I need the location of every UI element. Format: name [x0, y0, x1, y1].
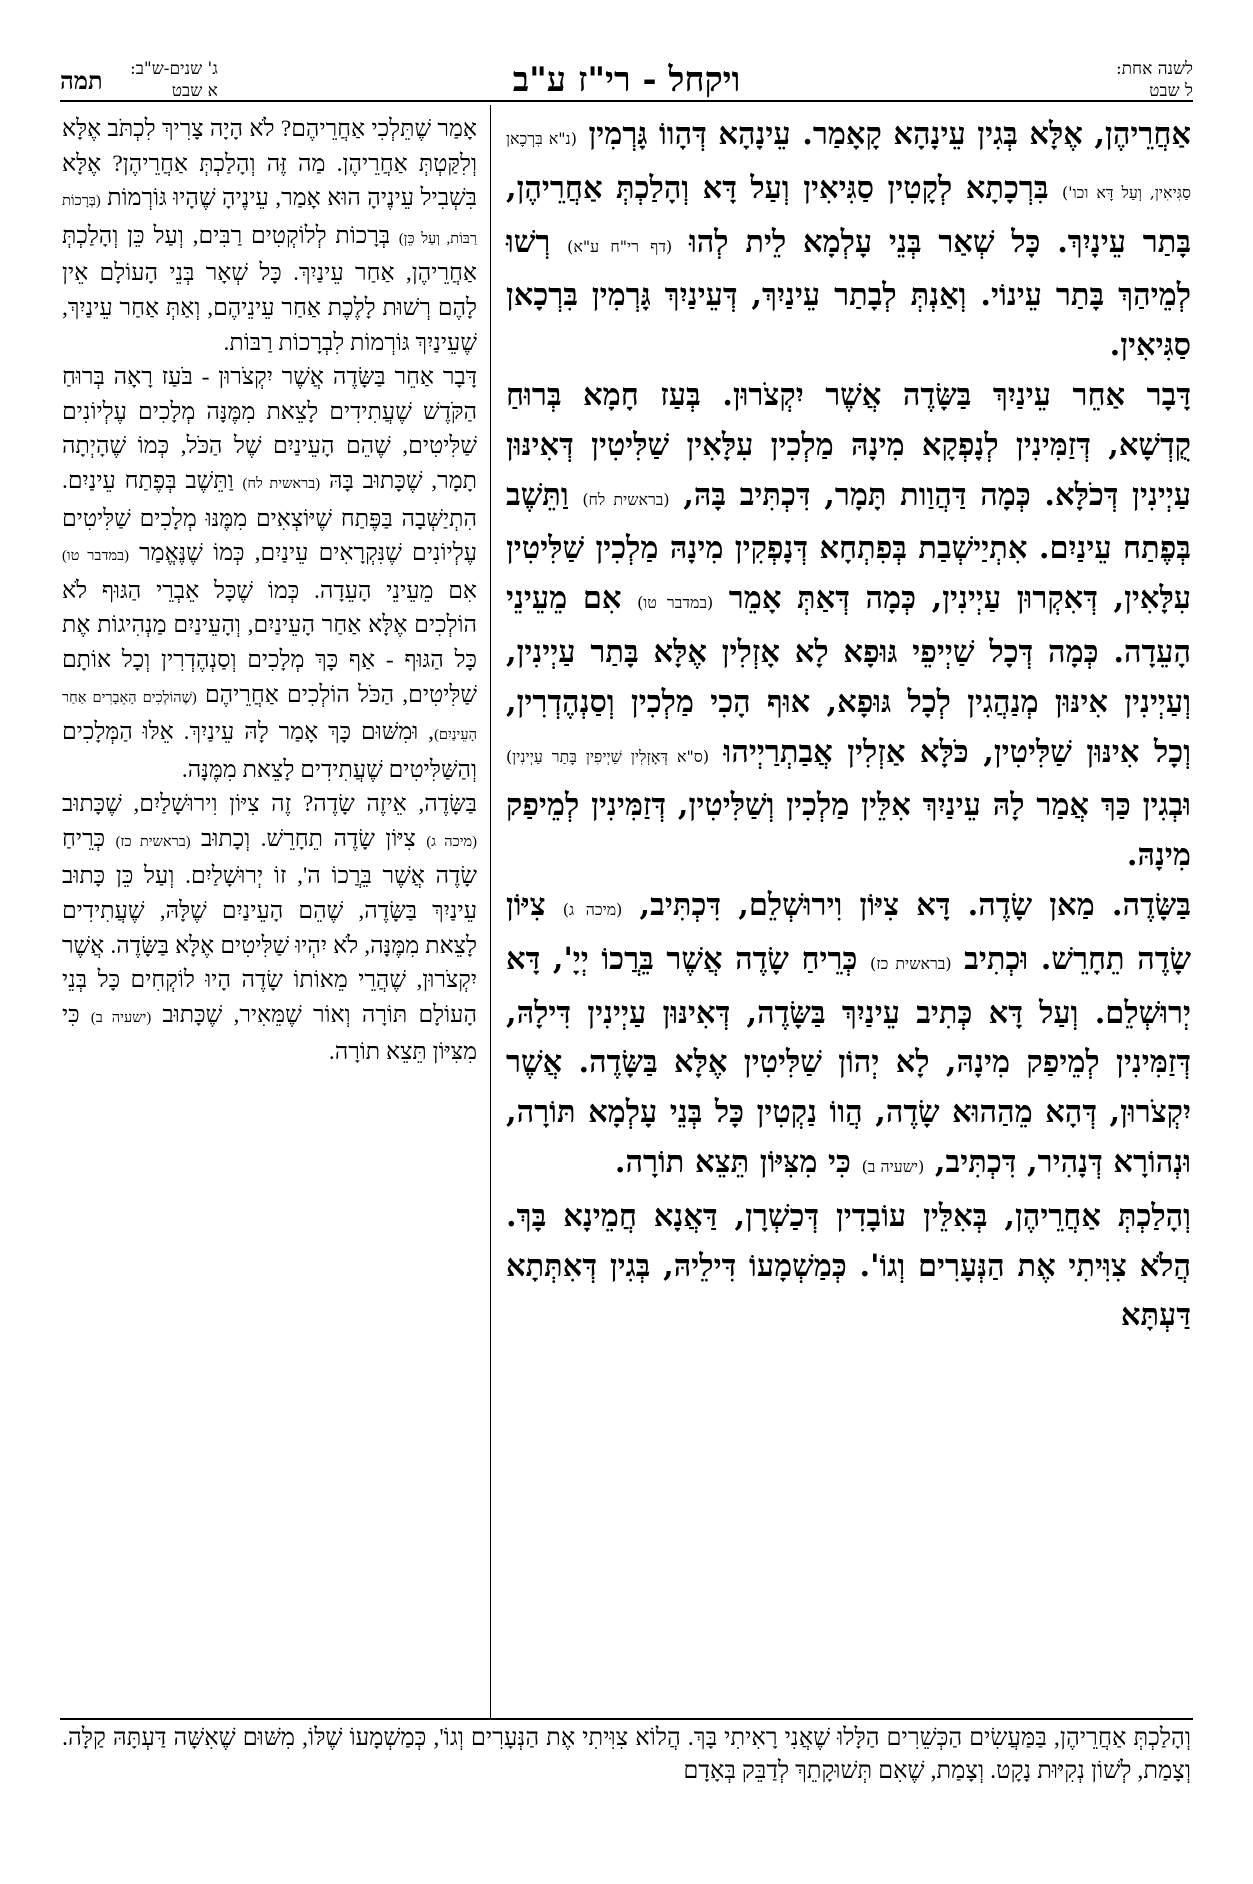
header-rule — [60, 100, 1193, 102]
footnote-translation: וְהָלַכְתְּ אַחֲרֵיהֶן, בַּמַּעֲשִׂים הַכְּשֵׁרִים הַלָּלוּ שֶׁאֲנִי רָאִיתִי בָּךְ. הֲלוֹא צִוִּיתִי אֶת הַנְּעָרִים וְגוֹ', כְּמַשְׁמָעוֹ שֶׁלּוֹ, מִשּׁוּם שֶׁאִשָּׁה דַּעְתָּהּ קַלָּה. וְצָמַת, לְשׁוֹן נְקִיּוּת נָקָט. וְצָמַת, שֶׁאִם תְּשׁוּקָתֵךְ לְדַבֵּק בְּאָדָם — [62, 1725, 1191, 1784]
daily-schedule-three-years — [130, 58, 218, 102]
footnote-rule — [60, 1718, 1193, 1720]
translation-paragraph: בַּשָּׂדֶה, אֵיזֶה שָׂדֶה? זֶה צִיּוֹן וִירוּשָׁלַיִם, שֶׁכָּתוּב (מיכה ג) צִיּוֹן שָׂדֶה תֵחָרֵשׁ. וְכָתוּב (בראשית כז) כְּרֵיחַ שָׂדֶה אֲשֶׁר בֵּרֲכוֹ ה', זוֹ יְרוּשָׁלַיִם. וְעַל כֵּן כָּתוּב עֵינַיִךְ בַּשָּׂדֶה, שֶׁהֵם הָעֵינַיִם שֶׁלָּהּ, שֶׁעֲתִידִים לָצֵאת מִמֶּנָּה, לֹא יִהְיוּ שַׁלִּיטִים אֶלָּא בַּשָּׂדֶה. אֲשֶׁר יִקְצֹרוּן, שֶׁהֲרֵי מֵאוֹתוֹ שָׂדֶה הָיוּ לוֹקְחִים כָּל בְּנֵי הָעוֹלָם תּוֹרָה וְאוֹר שֶׁמֵּאִיר, שֶׁכָּתוּב (ישעיה ב) כִּי מִצִּיּוֹן תֵּצֵא תוֹרָה. — [62, 791, 477, 1066]
page-title: ויקחל - רי"ז ע"ב — [512, 60, 741, 100]
text-paragraph: אַחֲרֵיהֶן, אֶלָּא בְּגִין עֵינָהָא קָאָמַר. עֵינָהָא דְּהָווֹ גָּרְמִין (נ"א בִּרְכָאן סַגִּיאִין, וְעַל דָּא וכו') בִּרְכָתָא לְקָטִין סַגִּיאִין וְעַל דָּא וְהָלַכְתְּ אַחֲרֵיהֶן, בָּתַר עֵינָיִךְ. כָּל שְׁאַר בְּנֵי עָלְמָא לֵית לְהוּ (דף רי"ח ע"א) רְשׁוּ לְמֵיהַךְ בָּתַר עֵינוֹי. וְאַנְתְּ לְבָתַר עֵינַיִךְ, דְּעֵינַיִךְ גָּרְמִין בִּרְכָאן סַגִּיאִין. — [506, 116, 1192, 364]
schedule-label: ג' שנים-ש"ב: — [130, 59, 218, 79]
page-header — [60, 58, 1193, 118]
schedule-date: א שבט — [171, 81, 218, 101]
aramaic-text-column — [506, 110, 1191, 1715]
text-paragraph: בַּשָּׂדֶה. מַאן שָׂדֶה. דָּא צִיּוֹן וִירוּשְׁלֵם, דִּכְתִּיב, (מיכה ג) צִיּוֹן שָׂדֶה תֵחָרֵשׁ. וּכְתִיב (בראשית כז) כְּרֵיחַ שָׂדֶה אֲשֶׁר בֵּרֲכוֹ יְיָ', דָּא יְרוּשְׁלֵם. וְעַל דָּא כְּתִיב עֵינַיִךְ בַּשָּׂדֶה, דְּאִינּוּן עַיְינִין דִּילָהּ, דְּזַמִּינִין לְמֵיפַק מִינָהּ, לָא יְהוֹן שַׁלִּיטִין אֶלָּא בַּשָּׂדֶה. אֲשֶׁר יִקְצֹרוּן, דְּהָא מֵהַהוּא שָׂדֶה, הֲווֹ נַקְטִין כָּל בְּנֵי עָלְמָא תּוֹרָה, וּנְהוֹרָא דְּנָהִיר, דִּכְתִּיב, (ישעיה ב) כִּי מִצִּיּוֹן תֵּצֵא תוֹרָה. — [506, 886, 1192, 1180]
translation-paragraph: אָמַר שֶׁתֵּלְכִי אַחֲרֵיהֶם? לֹא הָיָה צָרִיךְ לִכְתֹּב אֶלָּא וְלִקַּטְתְּ אַחֲרֵיהֶן. מַה זֶּה וְהָלַכְתְּ אַחֲרֵיהֶן? אֶלָּא בִּשְׁבִיל עֵינֶיהָ הוּא אָמַר, עֵינֶיהָ שֶׁהָיוּ גּוֹרְמוֹת (בְּרָכוֹת רַבּוֹת, וְעַל כֵּן) בְּרָכוֹת לְלוֹקְטִים רַבִּים, וְעַל כֵּן וְהָלַכְתְּ אַחֲרֵיהֶן, אַחַר עֵינַיִךְ. כָּל שְׁאָר בְּנֵי הָעוֹלָם אֵין לָהֶם רְשׁוּת לָלֶכֶת אַחַר עֵינֵיהֶם, וְאַתְּ אַחַר עֵינַיִךְ, שֶׁעֵינַיִךְ גּוֹרְמוֹת לִבְרָכוֹת רַבּוֹת. — [62, 116, 477, 356]
page-number: תמה — [60, 66, 103, 95]
text-paragraph: וְהָלַכְתְּ אַחֲרֵיהֶן, בְּאִלֵּין עוֹבָדִין דְּכַשְׁרָן, דַּאֲנָא חֲמֵינָא בָּךְ. הֲלֹא צִוִּיתִי אֶת הַנְּעָרִים וְגוֹ'. כְּמַשְׁמָעוֹ דִּילֵיהּ, בְּגִין דְּאִתְּתָא דַּעְתָּא — [506, 1197, 1191, 1334]
hebrew-translation-column — [62, 112, 477, 1717]
translation-paragraph: דָּבָר אַחֵר בַּשָּׂדֶה אֲשֶׁר יִקְצֹרוּן - בֹּעַז רָאָה בְּרוּחַ הַקֹּדֶשׁ שֶׁעֲתִידִים לָצֵאת מִמֶּנָּה מְלָכִים עֶלְיוֹנִים שַׁלִּיטִים, שֶׁהֵם הָעֵינַיִם שֶׁל הַכֹּל, כְּמוֹ שֶׁהָיְתָה תָמָר, שֶׁכָּתוּב בָּהּ (בראשית לח) וַתֵּשֶׁב בְּפֶתַח עֵינַיִם. הִתְיַשְּׁבָה בַּפֶּתַח שֶׁיּוֹצְאִים מִמֶּנּוּ מְלָכִים שַׁלִּיטִים עֶלְיוֹנִים שֶׁנִּקְרָאִים עֵינַיִם, כְּמוֹ שֶׁנֶּאֱמַר (במדבר טו) אִם מֵעֵינֵי הָעֵדָה. כְּמוֹ שֶׁכָּל אֵבְרֵי הַגּוּף לֹא הוֹלְכִים אֶלָּא אַחַר הָעֵינַיִם, וְהָעֵינַיִם מַנְהִיגוֹת אֶת כָּל הַגּוּף - אַף כָּךְ מְלָכִים וְסַנְהֶדְרִין וְכָל אוֹתָם שַׁלִּיטִים, הַכֹּל הוֹלְכִים אַחֲרֵיהֶם (שֶׁהוֹלְכִים הָאֵבָרִים אַחַר הָעֵינַיִם), וּמִשּׁוּם כָּךְ אָמַר לָהּ עֵינַיִךְ. אֵלּוּ הַמְּלָכִים וְהַשַּׁלִּיטִים שֶׁעֲתִידִים לָצֵאת מִמֶּנָּה. — [62, 364, 477, 783]
text-paragraph: דָּבָר אַחֵר עֵינַיִךְ בַּשָּׂדֶה אֲשֶׁר יִקְצֹרוּן. בְּעַז חָמָא בְּרוּחַ קֻדְשָׁא, דְּזַמִּינִין לְנָפְקָא מִינָהּ מַלְכִין עִלָּאִין שַׁלִּיטִין דְּאִינּוּן עַיְינִין דְּכֹלָּא. כְּמָה דַּהֲוַות תָּמָר, דִּכְתִּיב בָּהּ, (בראשית לח) וַתֵּשֶׁב בְּפֶתַח עֵינַיִם. אִתְיַישְׁבַת בְּפִתְחָא דְּנָפְקִין מִינָהּ מַלְכִין שַׁלִּיטִין עִלָּאִין, דְּאִקְרוּן עַיְינִין, כְּמָה דְּאַתְּ אָמֵר (במדבר טו) אִם מֵעֵינֵי הָעֵדָה. כְּמָה דְּכָל שַׁיְיפֵי גּוּפָא לָא אָזְלִין אֶלָּא בָּתַר עַיְינִין, וְעַיְינִין אִינּוּן מְנַהֲגִין לְכָל גּוּפָא, אוּף הָכִי מַלְכִין וְסַנְהֶדְרִין, וְכָל אִינּוּן שַׁלִּיטִין, כֹּלָּא אַזְלִין אֲבַתְרַיְיהוּ (ס"א דְּאָזְלִין שַׁיְיפִין בָּתַר עַיְינִין) וּבְגִין כַּךְ אֲמַר לָהּ עֵינַיִךְ אִלֵּין מַלְכִין וְשַׁלִּיטִין, דְּזַמִּינִין לְמֵיפַק מִינָהּ. — [506, 376, 1191, 874]
schedule-label: לשנה אחת: — [1115, 59, 1193, 79]
column-divider — [490, 105, 491, 1720]
schedule-date: ל שבט — [1149, 81, 1193, 101]
